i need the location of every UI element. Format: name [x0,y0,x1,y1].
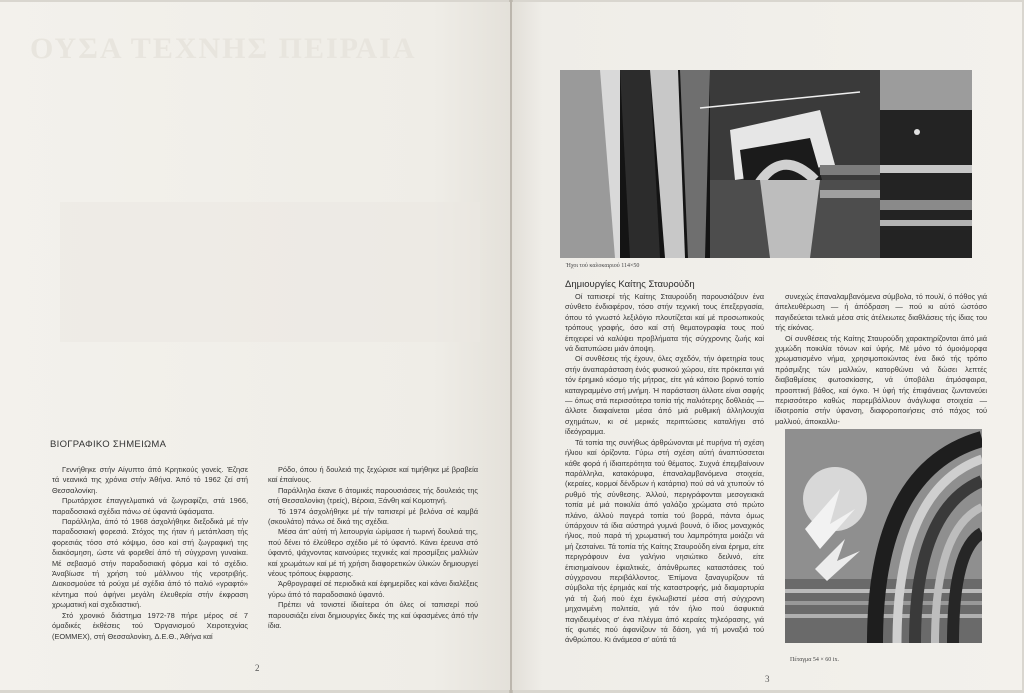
tapestry-artwork [785,429,982,643]
tapestry-artwork [560,70,972,258]
show-through-image [60,202,480,342]
article-column-2 [775,292,987,427]
paragraph: Μέσα άπ' αύτή τή λειτουργία ώρίμασε ή τωρινή δουλειά της, πού δένει τό έλεύθερο σχέδιο μέ τό ύφαντό. Κάνει έρευνα στό ύφαντό, ψάχνοντας καινούριες τεχνικές καί προσμίξεις μαλλιών καί χρωμάτων καί μέ τή χρήση διαφορετικών ύλικών δημιουργεί νέους τρόπους έκφρασης. [268,527,478,579]
image-caption-top: Ήχοι τού καλοκαιριού 114×50 [566,263,640,269]
left-page [0,2,510,690]
article-column-1 [565,292,764,646]
paragraph: Τά τοπία της συνήθως άρθρώνονται μέ πυρήνα τή σχέση ήλιου καί όρίζοντα. Γύρω στή σχέση αύτή άναπτύσσεται κάθε φορά ή ίδιαιτερότητα τού θέματος. Συχνά έπεμβαίνουν παράλληλα, κατακόρυφα, έπαναλαμβανόμενα στοιχεία, (κεραίες, κορμοί δένδρων ή κατάρτια) πού σά νά χτυπούν τό ρυθμό τής σύνθεσης. Άλλού, περιγράφονται μεσογειακά τοπία μέ μιά ποικιλία άπό γαλάζιο χρώματα στό πρώτο πλάνο, άλλού παγερά τοπία τού βορρά, πάντα όμως ύπάρχουν τά ίδια αύστηρά γυμνά βουνά, ό ίδιος μοναχικός ήλιος, πού παρά τή χρωματική του λαμπρότητα μοιάζει νά μή ζεσταίνει. Τά τοπία τής Καίτης Σταυρούδη είναι έρημα, είτε περιγράφουν ένα γαλήνιο νησιώτικο δειλινό, είτε έπισημαίνουν έφιαλτικές, άπάνθρωπες καταστάσεις τού σύγχρονου περιβάλλοντος. Έπίμονα ξαναγυρίζουν τά σύμβολα τής έρημιάς καί τής καταστροφής, μιά διαμαρτυρία γιά τή ζωή πού έχει έγκλωβιστεί μέσα στή σύγχρονη μηχανιμένη πολιτεία, γιά τόν ήλιο πού άσφυκτιά παγιδευμένος σ' ένα πλέγμα άπό κεραίες τηλεόρασης, γιά τίς φωτιές πού άφανίζουν τά δάση, γιά τή μοναξιά τού άνθρώπου. Κι άνάμεσα σ' αύτά τά [565,437,764,645]
biography-column-1 [52,465,248,642]
paragraph: Οί συνθέσεις τής έχουν, όλες σχεδόν, τήν άφετηρία τους στήν άναπαράσταση ένός φυσικού χώρου, είτε πρόκειται γιά τόν έρημικό κόσμο τής μήτρας, είτε γιά κάποιο βορινό τοπίο καταγραμμένο στή μνήμη. Ή παράσταση άλλοτε είναι σαφής — όπως στά περισσότερα τοπία τής παλιότερης δοθλειάς — άλλοτε διαφαίνεται μέσα άπό μιά ρυθμική άλληλουχία σχημάτων, κι σέ μερικές περιπτώσεις καταλήγει στό ίδεόγραμμα. [565,354,764,437]
image-caption-bottom: Πέταγμα 54 × 60 ix. [790,657,839,663]
article-title: Δημιουργίες Καίτης Σταυρούδη [565,279,695,290]
paragraph: Τό 1974 άσχολήθηκε μέ τήν ταπισερί μέ βελόνα σέ καμβά (σκουλάτο) πάνω σέ δικά της σχέδια. [268,506,478,527]
paragraph: Γεννήθηκε στήν Αίγυπτο άπό Κρητικούς γονείς. Έζησε τά νεανικά της χρόνια στήν Άθήνα. Άπό τό 1962 ζεί στή Θεσσαλονίκη. [52,465,248,495]
show-through-title: ΟΥΣΑ ΤΕΧΝΗΣ ΠΕΙΡΑΙΑ [30,32,417,65]
paragraph: Παράλληλα, άπό τό 1968 άσχολήθηκε διεξοδικά μέ τήν παραδοσιακή φορεσιά. Στόχος της ήταν ή μετάπλαση τής φορεσιάς τόσο στό κόψιμο, όσο καί στή ζωγραφική της διακόσμηση, ώστε νά φορεθεί άπό τή σύγχρονη γυναίκα. Μέ σεβασμό στήν παραδοσιακή φόρμα καί τό σχέδιο. Άναβίωσε τή χρήση τού μάλλινου τής νεροτριβής. Διακοσμούσε τά ρούχα μέ σχέδια άπό τό παλιό «γραφτό» κέντημα πού άφήνει μεγάλη έλευθερία στήν έκφραση χρωματική καί σχεδιαστική. [52,517,248,610]
paragraph: Οί συνθέσεις τής Καίτης Σταυρούδη χαρακτηρίζονται άπό μιά χυμώδη ποικιλία τόνων καί ύφής. Μέ μόνο τό όμοιόμορφα χρωματισμένο νήμα, χρησιμοποιώντας ένα δικό τής τρόπο πρόσμιξης τών μαλλιών, κατορθώνει νά δώσει λεπτές διαβαθμίσεις φωτοσκίασης, νά ύποβάλει άτμόσφαιρα, προοπτική βάθος, καί όγκο. Ή ύφή τής έπιφάνειας ζωντανεύει περισσότερο καθώς παρεμβάλλουν άνάγλυφα στοιχεία — ίδιοτροπία στήν ύφανση, διαφοροποιήσεις στό πάχος τού μαλλιού, άποκαλλυ- [775,333,987,426]
biography-column-2 [268,465,478,632]
paragraph: Άρθρογραφεί σέ περιοδικά καί έφημερίδες καί κάνει διαλέξεις γύρω άπό τό παραδοσιακό ύφαντό. [268,579,478,599]
paragraph: Παράλληλα έκανε 6 άτομικές παρουσιάσεις τής δουλειάς της στή Θεσσαλονίκη (τρείς), Βέροια, Ξάνθη καί Κομοτηνή. [268,485,478,506]
paragraph: Ρόδο, όπου ή δουλειά της ξεχώρισε καί τιμήθηκε μέ βραβεία καί έπαίνους. [268,465,478,485]
paragraph: Οί ταπισερί τής Καίτης Σταυρούδη παρουσιάζουν ένα σύνθετο ένδιαφέρον, τόσο στήν τεχνική τους έπεξεργασία, όπου τό γνωστό λεξιλόγιο πλουτίζεται καί μέ προσωπικούς τρόπους γραφής, όσο καί στή θεματογραφία τους πού έπιχειρεί νά καλύψει προβλήματα τής σύγχρονης ζωής καί νά διατυπώσει μιάν άποψη. [565,292,764,354]
tapestry-image-flight [785,429,982,643]
paragraph: Πρωτάρχισε έπαγγελματικά νά ζωγραφίζει, στά 1966, παραδοσιακά σχέδια πάνω σέ ύφαντά ύφάσματα. [52,496,248,516]
paragraph: Στό χρονικό διάστημα 1972-78 πήρε μέρος σέ 7 όμαδικές έκθέσεις τού Όργανισμού Χειροτεχνίας (ΕΟΜΜΕΧ), στή Θεσσαλονίκη, Δ.Ε.Θ., Άθήνα καί [52,610,248,641]
page-number: 3 [765,674,770,684]
page-number: 2 [255,663,260,673]
paragraph: Πρέπει νά τονιστεί ίδιαίτερα ότι όλες οί ταπισερί πού παρουσιάζει είναι δημιουργίες δικές της καί ύφασμένες άπό τήν ίδια. [268,600,478,631]
biography-heading: ΒΙΟΓΡΑΦΙΚΟ ΣΗΜΕΙΩΜΑ [50,439,167,450]
paragraph: συνεχώς έπαναλαμβανόμενα σύμβολα, τό πουλί, ό πόθος γιά άπελευθέρωση — ή άπόδραση — πού κι αύτό ώστόσο παγιδεύεται τελικά μέσα στίς άτέλειωτες διαθλάσεις τής ίδιας του τής είκόνας. [775,292,987,333]
tapestry-image-summer-sounds [560,70,972,258]
